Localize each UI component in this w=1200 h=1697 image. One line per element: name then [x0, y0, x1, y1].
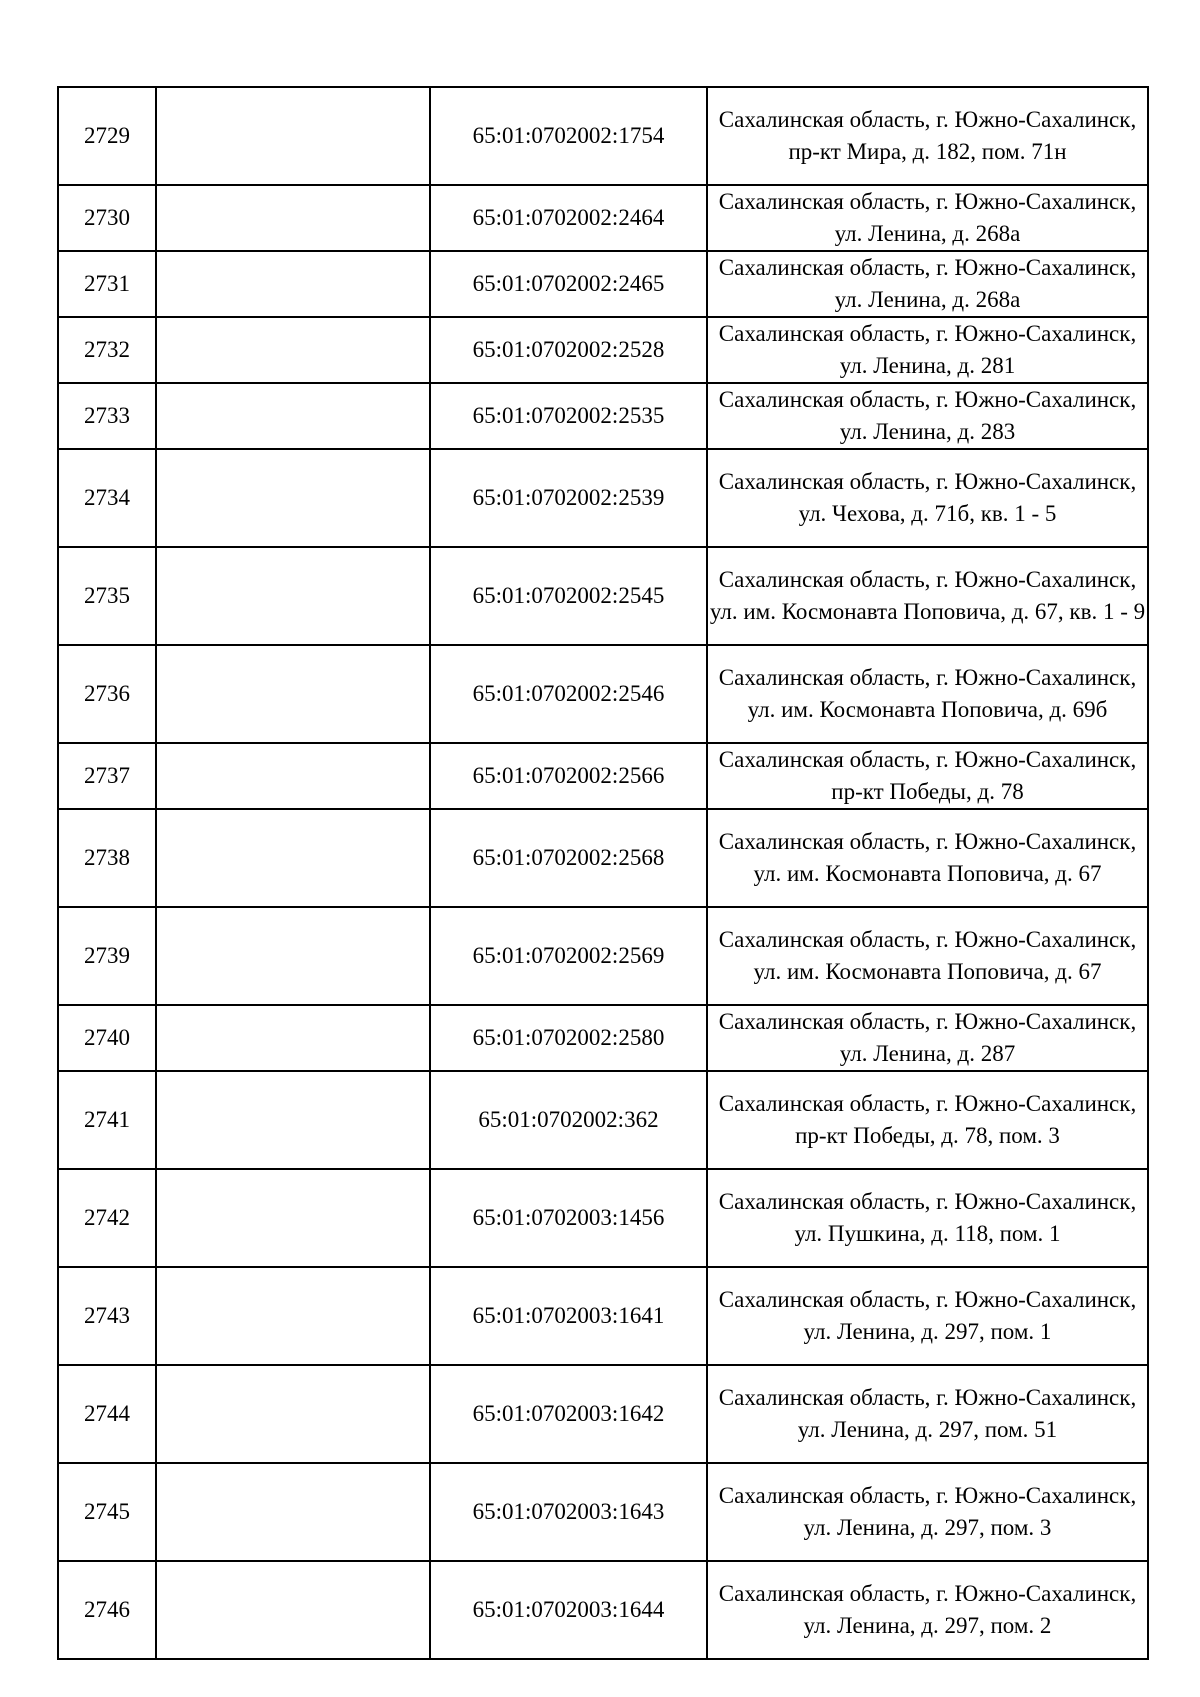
table-row: [58, 383, 1148, 449]
row-number: 2741: [58, 1071, 156, 1169]
address: Сахалинская область, г. Южно-Сахалинск, пр-кт Победы, д. 78, пом. 3: [707, 1071, 1148, 1169]
cadastral-number: 65:01:0702002:2546: [430, 645, 707, 743]
table-row: [58, 1463, 1148, 1561]
table-row: [58, 547, 1148, 645]
empty-cell: [156, 743, 430, 809]
table-row: [58, 1365, 1148, 1463]
address: Сахалинская область, г. Южно-Сахалинск, пр-кт Победы, д. 78: [707, 743, 1148, 809]
cadastral-number: 65:01:0702003:1456: [430, 1169, 707, 1267]
cadastral-number: 65:01:0702002:2566: [430, 743, 707, 809]
table-row: [58, 1005, 1148, 1071]
table-row: [58, 809, 1148, 907]
cadastral-number: 65:01:0702003:1644: [430, 1561, 707, 1659]
cadastral-number: 65:01:0702003:1642: [430, 1365, 707, 1463]
empty-cell: [156, 251, 430, 317]
cadastral-number: 65:01:0702002:2569: [430, 907, 707, 1005]
cadastral-number: 65:01:0702002:1754: [430, 87, 707, 185]
cadastral-number: 65:01:0702002:362: [430, 1071, 707, 1169]
address: Сахалинская область, г. Южно-Сахалинск, ул. им. Космонавта Поповича, д. 69б: [707, 645, 1148, 743]
empty-cell: [156, 1561, 430, 1659]
address: Сахалинская область, г. Южно-Сахалинск, ул. им. Космонавта Поповича, д. 67, кв. 1 - 9: [707, 547, 1148, 645]
address: Сахалинская область, г. Южно-Сахалинск, пр-кт Мира, д. 182, пом. 71н: [707, 87, 1148, 185]
address: Сахалинская область, г. Южно-Сахалинск, ул. Ленина, д. 297, пом. 1: [707, 1267, 1148, 1365]
table-row: [58, 1169, 1148, 1267]
table-row: [58, 1267, 1148, 1365]
table-row: [58, 1071, 1148, 1169]
address: Сахалинская область, г. Южно-Сахалинск, ул. Чехова, д. 71б, кв. 1 - 5: [707, 449, 1148, 547]
cadastral-number: 65:01:0702002:2528: [430, 317, 707, 383]
table-row: [58, 645, 1148, 743]
table-row: [58, 743, 1148, 809]
table-row: [58, 317, 1148, 383]
empty-cell: [156, 1071, 430, 1169]
empty-cell: [156, 1169, 430, 1267]
cadastral-number: 65:01:0702002:2464: [430, 185, 707, 251]
table-row: [58, 1561, 1148, 1659]
cadastral-number: 65:01:0702002:2465: [430, 251, 707, 317]
address: Сахалинская область, г. Южно-Сахалинск, ул. Ленина, д. 268а: [707, 185, 1148, 251]
cadastral-number: 65:01:0702002:2535: [430, 383, 707, 449]
row-number: 2734: [58, 449, 156, 547]
address: Сахалинская область, г. Южно-Сахалинск, ул. Пушкина, д. 118, пом. 1: [707, 1169, 1148, 1267]
address: Сахалинская область, г. Южно-Сахалинск, ул. Ленина, д. 268а: [707, 251, 1148, 317]
empty-cell: [156, 1267, 430, 1365]
cadastral-number: 65:01:0702002:2580: [430, 1005, 707, 1071]
row-number: 2738: [58, 809, 156, 907]
table-row: [58, 87, 1148, 185]
table-row: [58, 449, 1148, 547]
table-row: [58, 251, 1148, 317]
empty-cell: [156, 317, 430, 383]
empty-cell: [156, 1365, 430, 1463]
address: Сахалинская область, г. Южно-Сахалинск, ул. Ленина, д. 283: [707, 383, 1148, 449]
row-number: 2744: [58, 1365, 156, 1463]
empty-cell: [156, 809, 430, 907]
empty-cell: [156, 383, 430, 449]
empty-cell: [156, 1463, 430, 1561]
row-number: 2736: [58, 645, 156, 743]
row-number: 2745: [58, 1463, 156, 1561]
row-number: 2743: [58, 1267, 156, 1365]
address: Сахалинская область, г. Южно-Сахалинск, ул. Ленина, д. 281: [707, 317, 1148, 383]
registry-table: [57, 86, 1149, 1660]
cadastral-number: 65:01:0702002:2568: [430, 809, 707, 907]
registry-table-body: [58, 87, 1148, 1659]
row-number: 2746: [58, 1561, 156, 1659]
row-number: 2739: [58, 907, 156, 1005]
row-number: 2740: [58, 1005, 156, 1071]
cadastral-number: 65:01:0702003:1641: [430, 1267, 707, 1365]
address: Сахалинская область, г. Южно-Сахалинск, ул. им. Космонавта Поповича, д. 67: [707, 907, 1148, 1005]
row-number: 2729: [58, 87, 156, 185]
empty-cell: [156, 87, 430, 185]
empty-cell: [156, 645, 430, 743]
empty-cell: [156, 449, 430, 547]
cadastral-number: 65:01:0702002:2545: [430, 547, 707, 645]
row-number: 2742: [58, 1169, 156, 1267]
address: Сахалинская область, г. Южно-Сахалинск, ул. Ленина, д. 287: [707, 1005, 1148, 1071]
row-number: 2733: [58, 383, 156, 449]
empty-cell: [156, 547, 430, 645]
row-number: 2732: [58, 317, 156, 383]
address: Сахалинская область, г. Южно-Сахалинск, ул. Ленина, д. 297, пом. 51: [707, 1365, 1148, 1463]
cadastral-number: 65:01:0702002:2539: [430, 449, 707, 547]
empty-cell: [156, 907, 430, 1005]
cadastral-number: 65:01:0702003:1643: [430, 1463, 707, 1561]
row-number: 2731: [58, 251, 156, 317]
table-row: [58, 185, 1148, 251]
address: Сахалинская область, г. Южно-Сахалинск, ул. Ленина, д. 297, пом. 2: [707, 1561, 1148, 1659]
row-number: 2737: [58, 743, 156, 809]
empty-cell: [156, 1005, 430, 1071]
row-number: 2730: [58, 185, 156, 251]
address: Сахалинская область, г. Южно-Сахалинск, ул. им. Космонавта Поповича, д. 67: [707, 809, 1148, 907]
table-row: [58, 907, 1148, 1005]
address: Сахалинская область, г. Южно-Сахалинск, ул. Ленина, д. 297, пом. 3: [707, 1463, 1148, 1561]
empty-cell: [156, 185, 430, 251]
row-number: 2735: [58, 547, 156, 645]
